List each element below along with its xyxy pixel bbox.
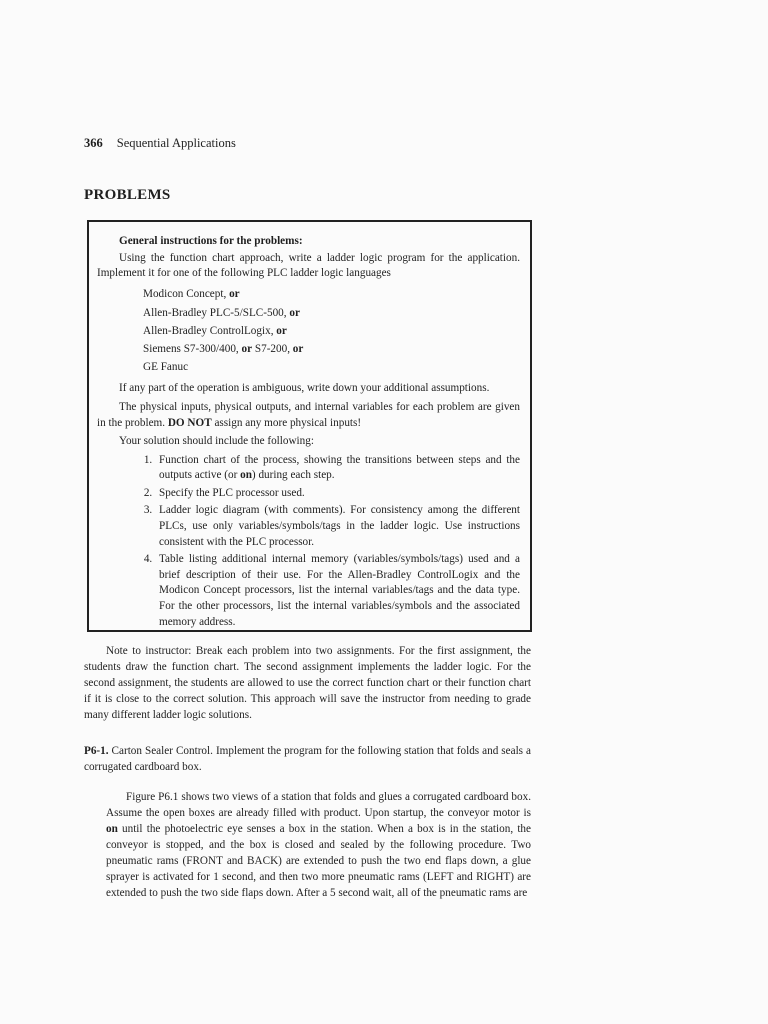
section-title: PROBLEMS xyxy=(84,187,171,203)
instructions-heading: General instructions for the problems: xyxy=(119,235,303,247)
language-item: Allen-Bradley ControlLogix, or xyxy=(143,324,287,337)
page-header xyxy=(84,136,236,151)
solution-item: 2. Specify the PLC processor used. xyxy=(155,486,520,502)
language-item: Modicon Concept, or xyxy=(143,288,240,301)
language-item: Allen-Bradley PLC-5/SLC-500, or xyxy=(143,306,300,319)
problem-statement: P6-1. Carton Sealer Control. Implement the program for the following station that folds and seals a corrugated cardboard box. xyxy=(84,745,531,773)
solution-item: 3. Ladder logic diagram (with comments). For consistency among the different PLCs, use only variables/symbols/tags in the ladder logic. Use instructions consistent with the PLC processor. xyxy=(155,503,520,550)
physical-io-note: The physical inputs, physical outputs, and internal variables for each problem are given in the problem. DO NOT assign any more physical inputs! xyxy=(97,400,520,429)
solution-item: 4. Table listing additional internal memory (variables/symbols/tags) used and a brief description of their use. For the Allen-Bradley ControlLogix and the Modicon Concept processors, list the internal variables/tags and the data type. For the other processors, list the internal variables/symbols and the associated memory address. xyxy=(155,552,520,630)
solution-intro: Your solution should include the following: xyxy=(119,435,314,448)
running-title: Sequential Applications xyxy=(116,136,236,150)
solution-item: 1. Function chart of the process, showing the transitions between steps and the outputs active (or on) during each step. xyxy=(155,453,520,484)
page-number: 366 xyxy=(84,136,103,150)
solution-list xyxy=(97,453,520,631)
problem-p6-1 xyxy=(84,743,531,901)
problem-description: Figure P6.1 shows two views of a station that folds and glues a corrugated cardboard box. Assume the open boxes are already filled with product. Upon startup, the conveyor motor is on until the photoelectric eye senses a box in the station. When a box is in the station, the conveyor is stopped, and the box is closed and sealed by the following procedure. Two pneumatic rams (FRONT and BACK) are extended to push the two end flaps down, a glue sprayer is activated for 1 second, and then two more pneumatic rams (LEFT and RIGHT) are extended to push the two side flaps down. After a 5 second wait, all of the pneumatic rams are xyxy=(106,791,531,899)
language-item: GE Fanuc xyxy=(143,361,189,374)
general-instructions-box xyxy=(87,220,532,632)
language-item: Siemens S7-300/400, or S7-200, or xyxy=(143,342,304,355)
ambiguity-note: If any part of the operation is ambiguous, write down your additional assumptions. xyxy=(119,382,490,395)
problem-title: Carton Sealer Control. xyxy=(111,745,213,757)
problem-label: P6-1. xyxy=(84,745,109,757)
instructor-note: Note to instructor: Break each problem into two assignments. For the first assignment, the students draw the function chart. The second assignment implements the ladder logic. For the second assignment, the students are allowed to use the correct function chart or their function chart if it is close to the correct solution. This approach will save the instructor from needing to grade many different ladder logic solutions. xyxy=(84,645,531,721)
instructions-intro: Using the function chart approach, write a ladder logic program for the application. Implement it for one of the following PLC ladder logic languages xyxy=(97,251,520,280)
